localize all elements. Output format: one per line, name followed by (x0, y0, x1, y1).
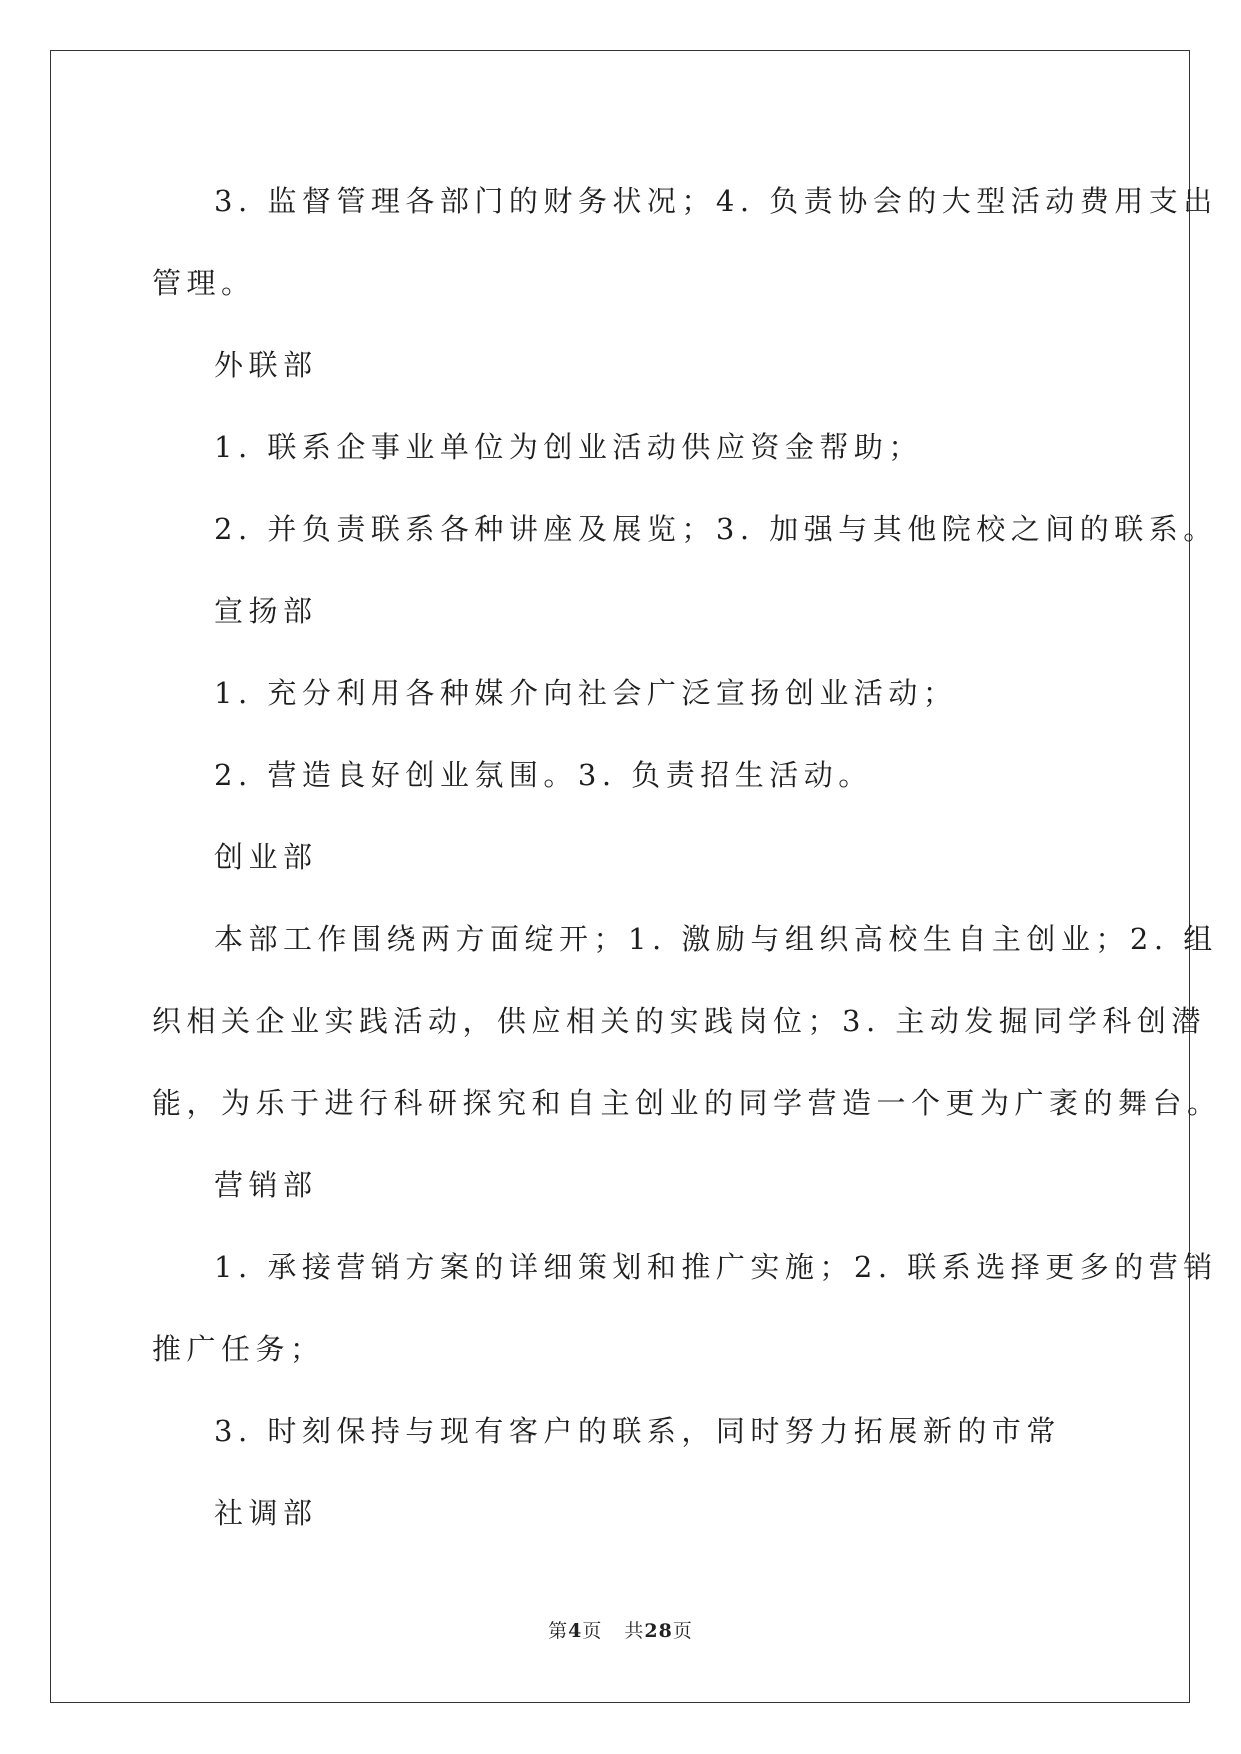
footer-total-suffix: 页 (672, 1620, 693, 1642)
section-heading-yingxiao: 营销部 (214, 1168, 318, 1202)
body-line: 织相关企业实践活动，供应相关的实践岗位；3. 主动发掘同学科创潜 (152, 1004, 1206, 1038)
footer-total-prefix: 共 (624, 1620, 645, 1642)
current-page-number: 4 (568, 1620, 583, 1642)
footer-page-suffix: 页 (582, 1620, 603, 1642)
body-line: 1. 充分利用各种媒介向社会广泛宣扬创业活动； (214, 676, 958, 710)
body-line: 2. 并负责联系各种讲座及展览；3. 加强与其他院校之间的联系。 (214, 512, 1218, 546)
body-line: 能，为乐于进行科研探究和自主创业的同学营造一个更为广袤的舞台。 (152, 1086, 1222, 1120)
body-line: 推广任务； (152, 1332, 325, 1366)
body-line: 1. 联系企事业单位为创业活动供应资金帮助； (214, 430, 923, 464)
body-line: 3. 监督管理各部门的财务状况；4. 负责协会的大型活动费用支出 (214, 184, 1218, 218)
page-footer (0, 1619, 1241, 1643)
body-line: 2. 营造良好创业氛围。3. 负责招生活动。 (214, 758, 873, 792)
footer-prefix: 第 (548, 1620, 569, 1642)
section-heading-chuangye: 创业部 (214, 840, 318, 874)
section-heading-xuanyang: 宣扬部 (214, 594, 318, 628)
total-pages-number: 28 (644, 1620, 673, 1642)
section-heading-shediao: 社调部 (214, 1496, 318, 1530)
document-body (152, 160, 1222, 1554)
body-line: 1. 承接营销方案的详细策划和推广实施；2. 联系选择更多的营销 (214, 1250, 1218, 1284)
body-line: 本部工作围绕两方面绽开；1. 激励与组织高校生自主创业；2. 组 (214, 922, 1218, 956)
section-heading-wailian: 外联部 (214, 348, 318, 382)
body-line: 管理。 (152, 266, 256, 300)
body-line: 3. 时刻保持与现有客户的联系，同时努力拓展新的市常 (214, 1414, 1061, 1448)
